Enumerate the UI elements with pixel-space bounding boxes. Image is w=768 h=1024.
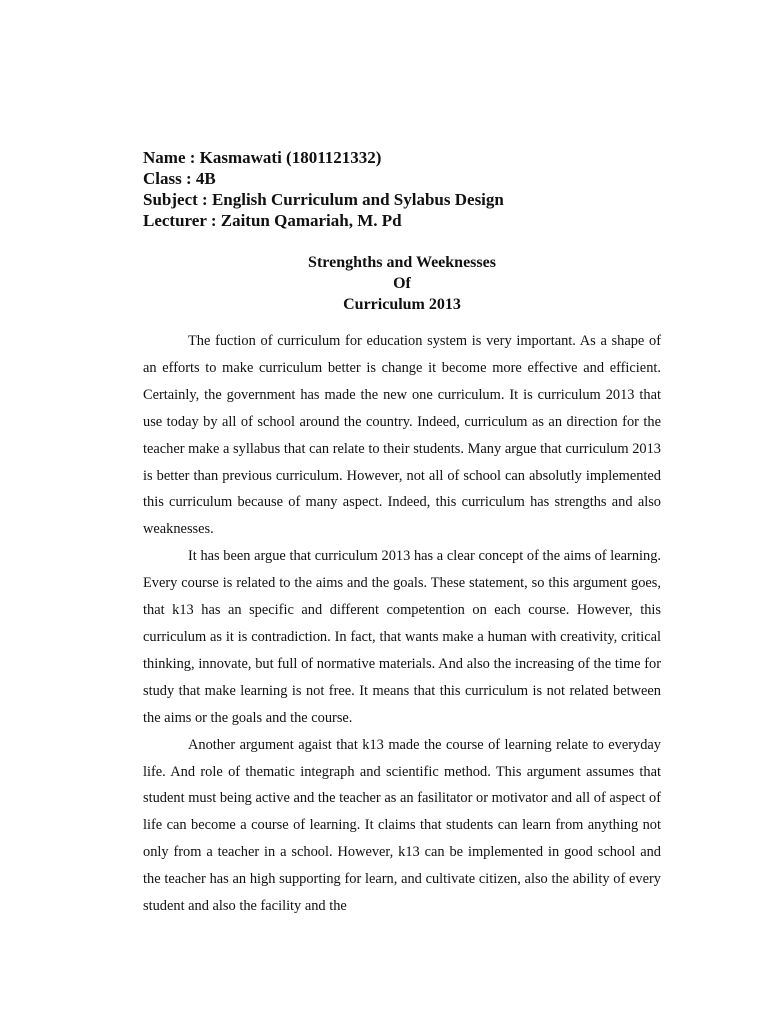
- paragraph-3: Another argument agaist that k13 made the course of learning relate to everyday life. And role of thematic integraph and scientific method. This argument assumes that student must being active and the teacher as an fasilitator or motivator and all of aspect of life can become a course of learning. It claims that students can learn from anything not only from a teacher in a school. However, k13 can be implemented in good school and the teacher has an high supporting for learn, and cultivate citizen, also the ability of every student and also the facility and the: [143, 736, 661, 915]
- essay-body: [143, 328, 661, 920]
- essay-title-line-3: Curriculum 2013: [343, 296, 461, 313]
- lecturer-line: Lecturer : Zaitun Qamariah, M. Pd: [143, 211, 402, 230]
- student-info-header: [143, 147, 703, 231]
- essay-title-line-1: Strenghths and Weeknesses: [308, 254, 496, 271]
- paragraph-1: The fuction of curriculum for education system is very important. As a shape of an efforts to make curriculum better is change it become more effective and efficient. Certainly, the government has made the new one curriculum. It is curriculum 2013 that use today by all of school around the country. Indeed, curriculum as an direction for the teacher make a syllabus that can relate to their students. Many argue that curriculum 2013 is better than previous curriculum. However, not all of school can absolutly implemented this curriculum because of many aspect. Indeed, this curriculum has strengths and also weaknesses.: [143, 333, 661, 538]
- essay-title: [143, 252, 661, 315]
- subject-line: Subject : English Curriculum and Sylabus Design: [143, 190, 504, 209]
- class-line: Class : 4B: [143, 169, 216, 188]
- essay-title-line-2: Of: [393, 275, 411, 292]
- student-name-line: Name : Kasmawati (1801121332): [143, 148, 382, 167]
- paragraph-2: It has been argue that curriculum 2013 has a clear concept of the aims of learning. Every course is related to the aims and the goals. These statement, so this argument goes, that k13 has an specific and different competention on each course. However, this curriculum as it is contradiction. In fact, that wants make a human with creativity, critical thinking, innovate, but full of normative materials. And also the increasing of the time for study that make learning is not free. It means that this curriculum is not related between the aims or the goals and the course.: [143, 548, 661, 726]
